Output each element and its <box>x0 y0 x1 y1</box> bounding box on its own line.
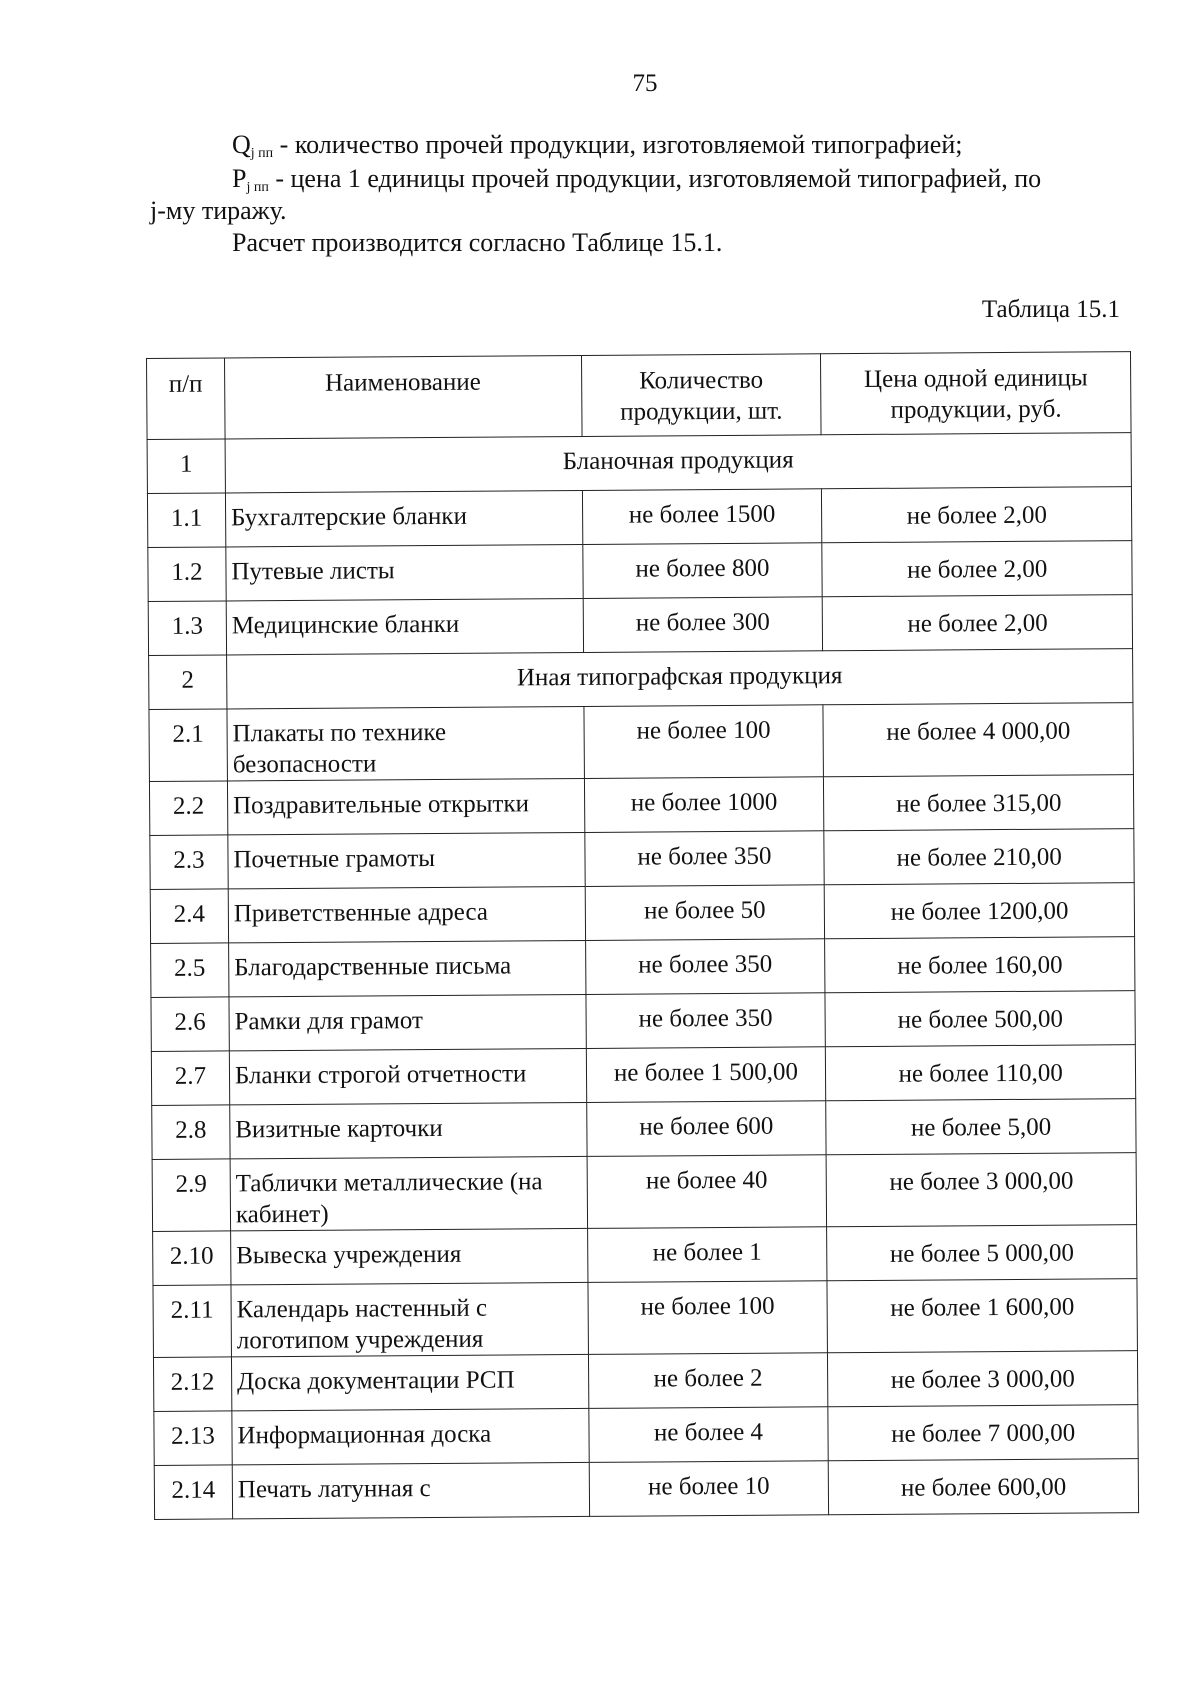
table-row <box>153 1225 1137 1286</box>
calculation-note: Расчет производится согласно Таблице 15.1. <box>232 228 723 257</box>
row-num: 2.8 <box>152 1105 230 1160</box>
row-name: Информационная доска <box>232 1408 589 1464</box>
table-row <box>152 1099 1136 1160</box>
row-name: Медицинские бланки <box>226 598 583 654</box>
table-row <box>153 1279 1137 1358</box>
row-price: не более 210,00 <box>824 829 1134 885</box>
row-price: не более 600,00 <box>829 1459 1139 1515</box>
row-price: не более 500,00 <box>825 991 1135 1047</box>
table-row <box>149 775 1133 836</box>
row-name: Благодарственные письма <box>229 940 586 996</box>
row-name: Приветственные адреса <box>228 886 585 942</box>
table-row <box>154 1459 1138 1520</box>
row-price: не более 1 600,00 <box>827 1279 1137 1353</box>
row-price: не более 3 000,00 <box>826 1153 1136 1227</box>
row-qty: не более 2 <box>588 1353 828 1409</box>
header-price: Цена одной единицы продукции, руб. <box>821 352 1131 435</box>
section-title: Бланочная продукция <box>225 433 1131 493</box>
row-num: 2.4 <box>150 889 228 944</box>
row-price: не более 1200,00 <box>825 883 1135 939</box>
row-price: не более 4 000,00 <box>823 703 1133 777</box>
row-num: 2.3 <box>150 835 228 890</box>
table-row <box>147 487 1131 548</box>
table-row <box>148 541 1132 602</box>
section-num: 2 <box>149 655 227 710</box>
symbol-q: Q <box>232 130 251 159</box>
row-qty: не более 1000 <box>584 777 824 833</box>
header-num: п/п <box>147 358 226 440</box>
row-num: 1.1 <box>147 493 225 548</box>
table-row <box>153 1351 1137 1412</box>
table-row <box>151 937 1135 998</box>
row-num: 2.2 <box>149 781 227 836</box>
row-num: 2.11 <box>153 1285 231 1358</box>
row-name: Таблички металлические (на кабинет) <box>230 1156 587 1230</box>
section-row <box>149 649 1133 710</box>
row-qty: не более 4 <box>588 1407 828 1463</box>
row-name: Календарь настенный с логотипом учреждения <box>231 1282 588 1356</box>
row-name: Поздравительные открытки <box>227 778 584 834</box>
row-num: 2.9 <box>152 1159 230 1232</box>
table-row <box>150 883 1134 944</box>
row-price: не более 110,00 <box>826 1045 1136 1101</box>
row-price: не более 160,00 <box>825 937 1135 993</box>
row-price: не более 3 000,00 <box>828 1351 1138 1407</box>
definition-price-text: - цена 1 единицы прочей продукции, изготовляемой типографией, по <box>268 164 1042 193</box>
row-name: Бухгалтерские бланки <box>225 490 582 546</box>
row-qty: не более 1500 <box>582 489 822 545</box>
row-price: не более 5,00 <box>826 1099 1136 1155</box>
row-name: Почетные грамоты <box>228 832 585 888</box>
row-name: Плакаты по технике безопасности <box>227 706 584 780</box>
symbol-q-subscript: j пп <box>250 146 274 161</box>
table-row <box>154 1405 1138 1466</box>
definition-price <box>232 162 1041 205</box>
row-num: 2.14 <box>154 1465 232 1520</box>
table-row <box>152 1153 1136 1232</box>
row-num: 2.5 <box>151 943 229 998</box>
row-name: Визитные карточки <box>230 1102 587 1158</box>
row-qty: не более 300 <box>583 597 823 653</box>
row-name: Печать латунная с <box>232 1462 589 1518</box>
row-name: Вывеска учреждения <box>231 1228 588 1284</box>
symbol-p: P <box>232 164 247 193</box>
table-row <box>148 595 1132 656</box>
section-row <box>147 433 1131 494</box>
table-row <box>151 1045 1135 1106</box>
row-qty: не более 100 <box>588 1281 828 1355</box>
row-num: 2.7 <box>151 1051 229 1106</box>
row-num: 2.6 <box>151 997 229 1052</box>
row-num: 2.10 <box>153 1231 231 1286</box>
row-price: не более 2,00 <box>823 595 1133 651</box>
row-qty: не более 350 <box>586 993 826 1049</box>
definition-quantity-text: - количество прочей продукции, изготовляемой типографией; <box>273 130 963 159</box>
row-qty: не более 600 <box>586 1101 826 1157</box>
row-price: не более 2,00 <box>822 487 1132 543</box>
row-name: Путевые листы <box>226 544 583 600</box>
row-name: Бланки строгой отчетности <box>229 1048 586 1104</box>
row-num: 1.2 <box>148 547 226 602</box>
table-row <box>149 703 1133 782</box>
row-price: не более 2,00 <box>822 541 1132 597</box>
row-qty: не более 50 <box>585 885 825 941</box>
row-qty: не более 350 <box>585 939 825 995</box>
row-num: 2.1 <box>149 709 227 782</box>
products-table <box>146 351 1139 1520</box>
row-qty: не более 800 <box>582 543 822 599</box>
row-name: Рамки для грамот <box>229 994 586 1050</box>
row-price: не более 5 000,00 <box>827 1225 1137 1281</box>
row-price: не более 7 000,00 <box>828 1405 1138 1461</box>
table-header-row <box>147 352 1132 440</box>
row-qty: не более 1 <box>587 1227 827 1283</box>
row-qty: не более 350 <box>584 831 824 887</box>
row-qty: не более 10 <box>589 1461 829 1517</box>
section-title: Иная типографская продукция <box>227 649 1133 709</box>
row-num: 1.3 <box>148 601 226 656</box>
table-caption: Таблица 15.1 <box>981 296 1120 323</box>
page-number: 75 <box>632 70 658 97</box>
header-name: Наименование <box>224 355 581 438</box>
row-qty: не более 100 <box>584 705 824 779</box>
symbol-p-subscript: j пп <box>246 180 269 195</box>
header-qty: Количество продукции, шт. <box>581 354 821 437</box>
row-num: 2.12 <box>153 1357 231 1412</box>
row-num: 2.13 <box>154 1411 232 1466</box>
definition-price-continuation: j-му тиражу. <box>150 196 287 225</box>
row-qty: не более 40 <box>587 1155 827 1229</box>
row-qty: не более 1 500,00 <box>586 1047 826 1103</box>
section-num: 1 <box>147 439 225 494</box>
table-row <box>151 991 1135 1052</box>
row-price: не более 315,00 <box>824 775 1134 831</box>
row-name: Доска документации РСП <box>231 1354 588 1410</box>
table-row <box>150 829 1134 890</box>
